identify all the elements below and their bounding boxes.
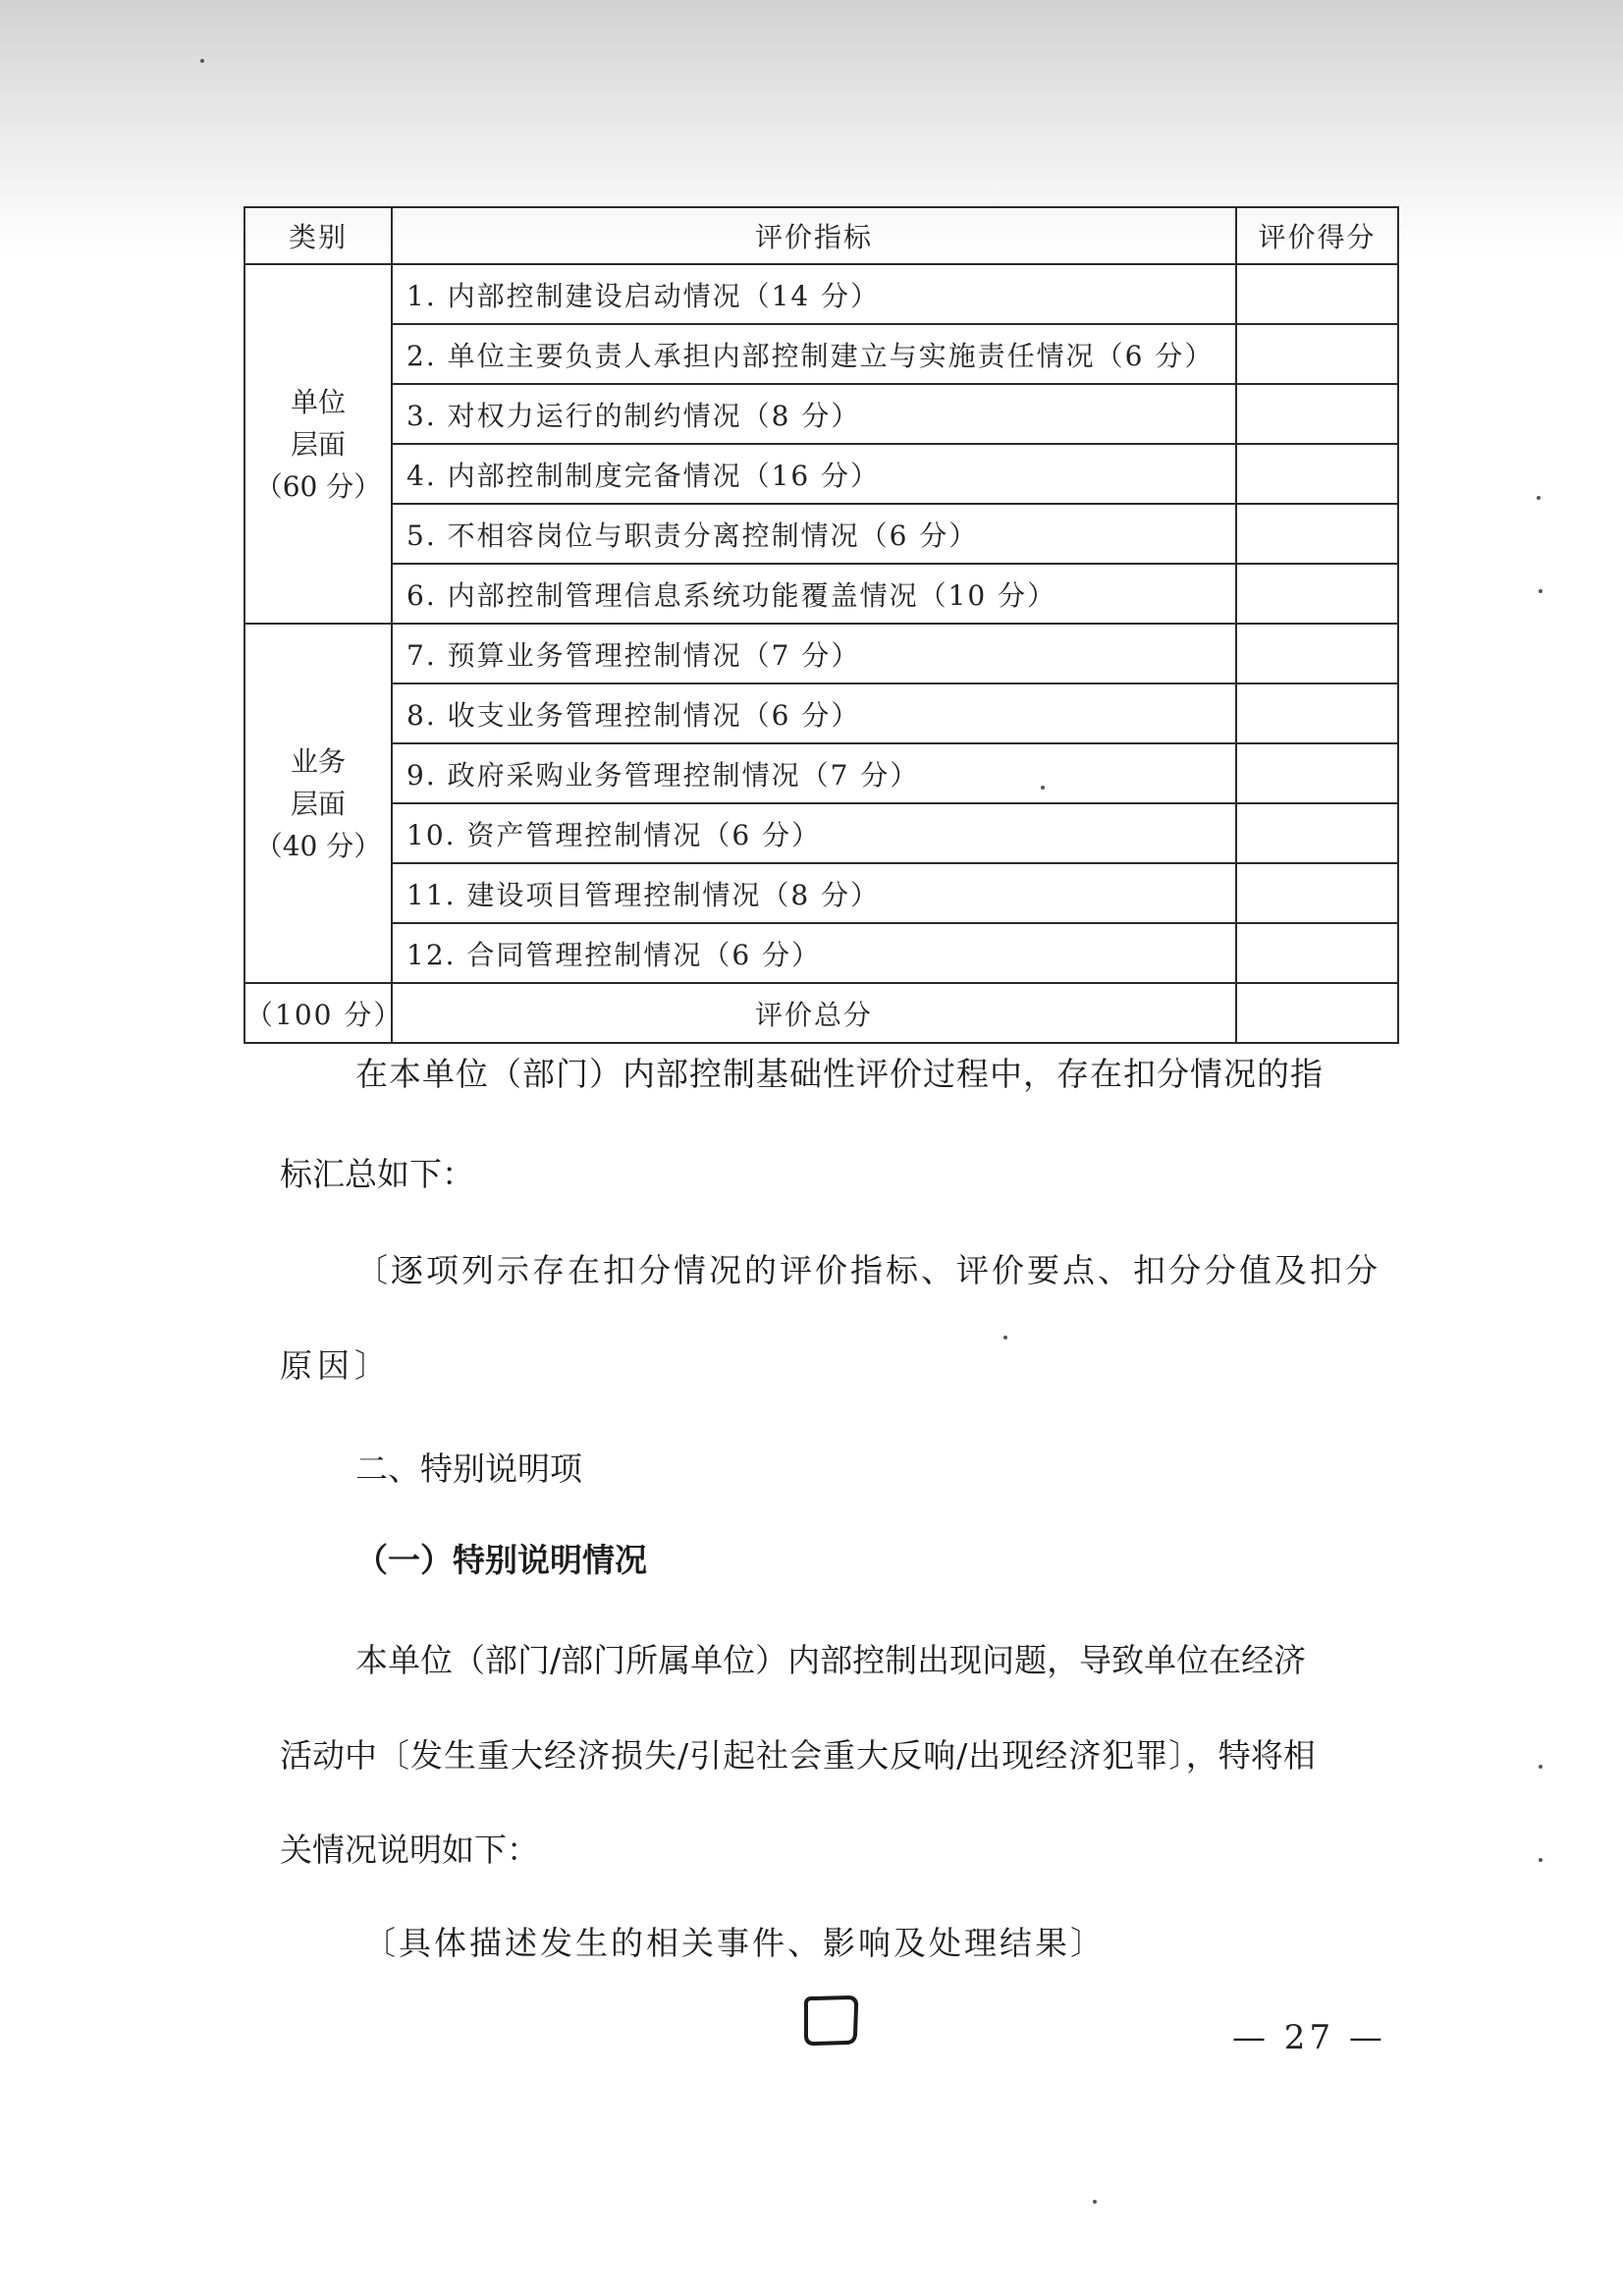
score-cell[interactable] bbox=[1236, 863, 1398, 923]
total-row bbox=[244, 983, 1398, 1043]
score-cell[interactable] bbox=[1236, 743, 1398, 803]
page-number: — 27 — bbox=[1232, 2018, 1386, 2057]
category-line: 层面 bbox=[290, 787, 346, 820]
indicator-cell: 5. 不相容岗位与职责分离控制情况（6 分） bbox=[392, 504, 1236, 564]
special-placeholder: 〔具体描述发生的相关事件、影响及处理结果〕 bbox=[363, 1924, 1106, 1962]
scan-speck bbox=[1003, 1336, 1007, 1339]
table-row bbox=[244, 863, 1398, 923]
score-cell[interactable] bbox=[1236, 624, 1398, 683]
table-row bbox=[244, 504, 1398, 564]
indicator-cell: 1. 内部控制建设启动情况（14 分） bbox=[392, 264, 1236, 324]
special-line2-end: ，特将相 bbox=[1185, 1736, 1316, 1775]
total-category: （100 分） bbox=[244, 983, 392, 1043]
indicator-cell: 10. 资产管理控制情况（6 分） bbox=[392, 803, 1236, 863]
indicator-cell: 9. 政府采购业务管理控制情况（7 分） bbox=[392, 743, 1236, 803]
special-paragraph-line1: 本单位（部门/部门所属单位）内部控制出现问题，导致单位在经济 bbox=[355, 1641, 1307, 1679]
total-label: 评价总分 bbox=[392, 983, 1236, 1043]
section-heading: 二、特别说明项 bbox=[355, 1449, 582, 1488]
scan-speck bbox=[1537, 496, 1541, 500]
subsection-heading: （一）特别说明情况 bbox=[355, 1541, 647, 1579]
indicator-cell: 3. 对权力运行的制约情况（8 分） bbox=[392, 384, 1236, 444]
header-indicator: 评价指标 bbox=[392, 207, 1236, 264]
scan-speck bbox=[1539, 1858, 1542, 1862]
score-cell[interactable] bbox=[1236, 264, 1398, 324]
score-cell[interactable] bbox=[1236, 324, 1398, 384]
table-row bbox=[244, 324, 1398, 384]
indicator-cell: 2. 单位主要负责人承担内部控制建立与实施责任情况（6 分） bbox=[392, 324, 1236, 384]
deduction-placeholder-line2: 原因〕 bbox=[280, 1346, 392, 1385]
special-paragraph-line2 bbox=[280, 1730, 1316, 1777]
category-business-level bbox=[244, 624, 392, 983]
indicator-cell: 8. 收支业务管理控制情况（6 分） bbox=[392, 683, 1236, 743]
table-row bbox=[244, 444, 1398, 504]
category-line: 层面 bbox=[290, 427, 346, 461]
header-score: 评价得分 bbox=[1236, 207, 1398, 264]
indicator-cell: 4. 内部控制制度完备情况（16 分） bbox=[392, 444, 1236, 504]
table-row bbox=[244, 923, 1398, 983]
special-paragraph-line3: 关情况说明如下： bbox=[280, 1831, 539, 1869]
score-cell[interactable] bbox=[1236, 564, 1398, 624]
category-line: 单位 bbox=[290, 385, 346, 418]
indicator-cell: 12. 合同管理控制情况（6 分） bbox=[392, 923, 1236, 983]
handwritten-box-mark bbox=[800, 1994, 861, 2049]
scan-speck bbox=[200, 59, 204, 63]
evaluation-table bbox=[243, 206, 1399, 1044]
score-cell[interactable] bbox=[1236, 923, 1398, 983]
table-row bbox=[244, 564, 1398, 624]
table-header-row bbox=[244, 207, 1398, 264]
score-cell[interactable] bbox=[1236, 683, 1398, 743]
score-cell[interactable] bbox=[1236, 803, 1398, 863]
special-line2-options: 〔发生重大经济损失/引起社会重大反响/出现经济犯罪〕 bbox=[377, 1736, 1186, 1775]
category-line: （60 分） bbox=[254, 469, 382, 503]
deduction-paragraph-line1: 在本单位（部门）内部控制基础性评价过程中，存在扣分情况的指 bbox=[355, 1055, 1324, 1093]
category-unit-level bbox=[244, 264, 392, 624]
indicator-cell: 11. 建设项目管理控制情况（8 分） bbox=[392, 863, 1236, 923]
total-score-cell[interactable] bbox=[1236, 983, 1398, 1043]
deduction-paragraph-line2: 标汇总如下： bbox=[280, 1155, 474, 1193]
deduction-placeholder-line1: 〔逐项列示存在扣分情况的评价指标、评价要点、扣分分值及扣分 bbox=[355, 1251, 1380, 1289]
indicator-cell: 6. 内部控制管理信息系统功能覆盖情况（10 分） bbox=[392, 564, 1236, 624]
scan-speck bbox=[1539, 589, 1542, 593]
header-category: 类别 bbox=[244, 207, 392, 264]
table-row bbox=[244, 803, 1398, 863]
table-row bbox=[244, 384, 1398, 444]
indicator-cell: 7. 预算业务管理控制情况（7 分） bbox=[392, 624, 1236, 683]
scan-speck bbox=[1093, 2200, 1097, 2204]
category-line: 业务 bbox=[290, 744, 346, 778]
score-cell[interactable] bbox=[1236, 444, 1398, 504]
table-row bbox=[244, 683, 1398, 743]
special-line2-start: 活动中 bbox=[280, 1736, 377, 1775]
score-cell[interactable] bbox=[1236, 384, 1398, 444]
score-cell[interactable] bbox=[1236, 504, 1398, 564]
scan-speck bbox=[1539, 1765, 1542, 1769]
scan-speck bbox=[1041, 786, 1045, 790]
table-row bbox=[244, 624, 1398, 683]
table-row bbox=[244, 264, 1398, 324]
category-line: （40 分） bbox=[254, 829, 382, 862]
table-row bbox=[244, 743, 1398, 803]
